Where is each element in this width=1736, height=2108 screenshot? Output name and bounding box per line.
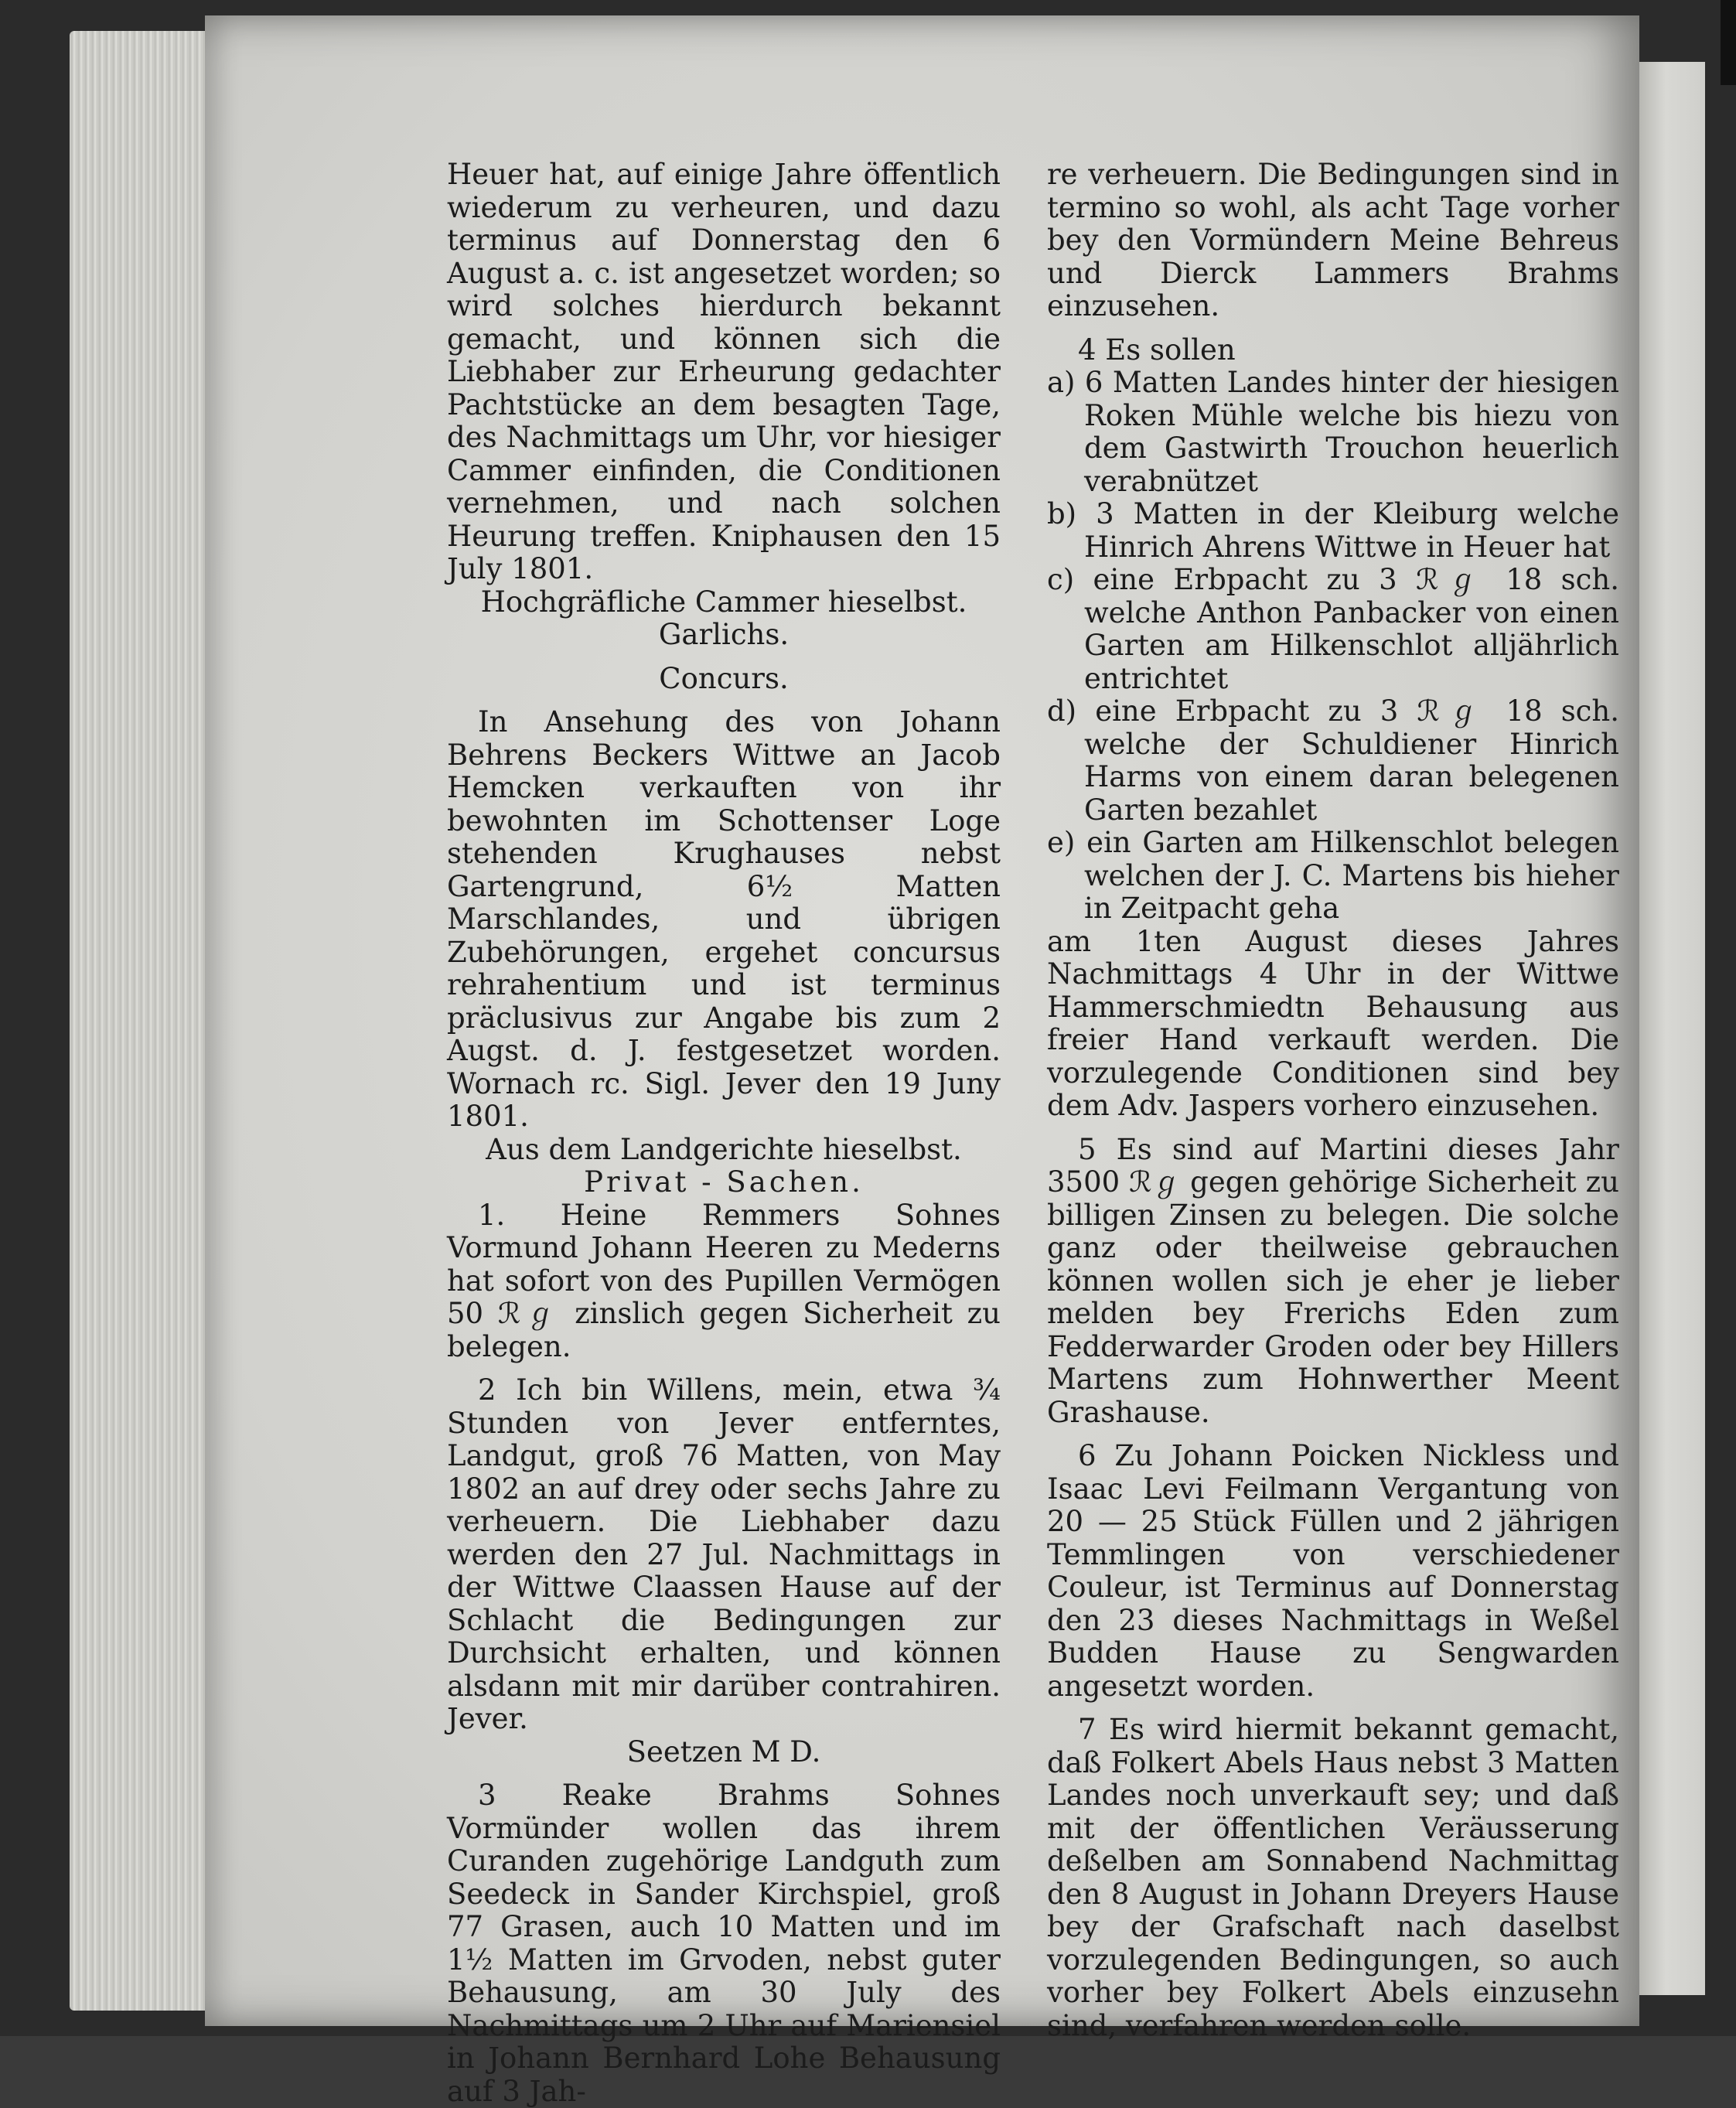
private-item-2: 2 Ich bin Willens, mein, etwa ¾ Stunden von Jever entferntes, Landgut, groß 76 Matten, von May 1802 an auf drey oder sechs Jahre zu verheuern. Die Liebhaber dazu werden den 27 Jul. Nachmittags in der Wittwe Claassen Hause auf der Schlacht die Bedingungen zur Durchsicht erhalten, und können alsdann mit mir darüber contrahiren. Jever.: [447, 1373, 1001, 1735]
private-item-4-a: a) 6 Matten Landes hinter der hiesigen Roken Mühle welche bis hiezu von dem Gastwirth Trouchon heuerlich verabnützet: [1047, 366, 1619, 498]
page-edges: [70, 31, 217, 2011]
concurs-text: In Ansehung des von Johann Behrens Beckers Wittwe an Jacob Hemcken verkauften von ihr bewohnten im Schottenser Loge stehenden Krughauses nebst Gartengrund, 6½ Matten Marschlandes, und übrigen Zubehörungen, ergehet concursus rehrahentium und ist terminus präclusivus zur Angabe bis zum 2 Augst. d. J. festgesetzet worden. Wornach rc. Sigl. Jever den 19 Juny 1801.: [447, 705, 1001, 1133]
private-item-4-c: c) eine Erbpacht zu 3 ℛℊ 18 sch. welche Anthon Panbacker von einen Garten am Hilkenschlot alljährlich entrichtet: [1047, 563, 1619, 695]
private-item-3: 3 Reake Brahms Sohnes Vormünder wollen das ihrem Curanden zugehörige Landguth zum Seedeck in Sander Kirchspiel, groß 77 Grasen, auch 10 Matten und im 1½ Matten im Grvoden, nebst guter Behausung, am 30 July des Nachmittags um 2 Uhr auf Mariensiel in Johann Bernhard Lohe Behausung auf 3 Jah-: [447, 1779, 1001, 2108]
facing-page-edge: [1639, 62, 1705, 1995]
concurs-heading: Concurs.: [659, 661, 789, 695]
private-item-6: 6 Zu Johann Poicken Nickless und Isaac Levi Feilmann Vergantung von 20 — 25 Stück Füllen und 2 jährigen Temmlingen von verschiedener Couleur, ist Terminus auf Donnerstag den 23 dieses Nachmittags in Weßel Budden Hause zu Sengwarden angesetzt worden.: [1047, 1439, 1619, 1703]
notice-text: Heuer hat, auf einige Jahre öffentlich wiederum zu verheuren, und dazu terminus auf Donnerstag den 6 August a. c. ist angesetzet worden; so wird solches hierdurch bekannt gemacht, und können sich die Liebhaber zur Erheurung gedachter Pachtstücke an dem besagten Tage, des Nachmittags um Uhr, vor hiesiger Cammer einfinden, die Conditionen vernehmen, und nach solchen Heurung treffen. Kniphausen den 15 July 1801.: [447, 158, 1001, 585]
concurs-signature: Aus dem Landgerichte hieselbst.: [486, 1132, 962, 1166]
private-item-4-e: e) ein Garten am Hilkenschlot belegen welchen der J. C. Martens bis hieher in Zeitpacht geha: [1047, 826, 1619, 925]
private-item-7: 7 Es wird hiermit bekannt gemacht, daß Folkert Abels Haus nebst 3 Matten Landes noch unverkauft sey; und daß mit der öffentlichen Veräusserung deßelben am Sonnabend Nachmittag den 8 August in Johann Dreyers Hause bey der Grafschaft nach daselbst vorzulegenden Bedingungen, so auch vorher bey Folkert Abels einzusehn sind, verfahren werden solle.: [1047, 1713, 1619, 2042]
private-heading: Privat - Sachen.: [584, 1165, 864, 1199]
private-item-4-intro: 4 Es sollen: [1078, 333, 1236, 367]
private-item-3-continued: re verheuern. Die Bedingungen sind in termino so wohl, als acht Tage vorher bey den Vormündern Meine Behreus und Dierck Lammers Brahms einzusehen.: [1047, 158, 1619, 322]
notice-signature-office: Hochgräfliche Cammer hieselbst.: [480, 585, 967, 619]
private-item-5: 5 Es sind auf Martini dieses Jahr 3500 ℛℊ gegen gehörige Sicherheit zu billigen Zinsen zu belegen. Die solche ganz oder theilweise gebrauchen können wollen sich je eher je lieber melden bey Frerichs Eden zum Fedderwarder Groden oder bey Hillers Martens zum Hohnwerther Meent Grashause.: [1047, 1132, 1619, 1429]
notice-signature-name: Garlichs.: [658, 618, 790, 651]
left-column: [447, 159, 1001, 2108]
private-item-4-end: am 1ten August dieses Jahres Nachmittags 4 Uhr in der Wittwe Hammerschmiedtn Behausung aus freier Hand verkauft werden. Die vorzulegende Conditionen sind bey dem Adv. Jaspers vorhero einzusehen.: [1047, 924, 1619, 1122]
private-item-2-signature: Seetzen M D.: [626, 1734, 821, 1769]
right-column: [1047, 159, 1619, 2042]
private-item-4-b: b) 3 Matten in der Kleiburg welche Hinrich Ahrens Wittwe in Heuer hat: [1047, 497, 1619, 564]
scan-border: [1721, 0, 1736, 85]
private-item-4-d: d) eine Erbpacht zu 3 ℛℊ 18 sch. welche der Schuldiener Hinrich Harms von einem daran belegenen Garten bezahlet: [1047, 694, 1619, 827]
private-item-1: 1. Heine Remmers Sohnes Vormund Johann Heeren zu Mederns hat sofort von des Pupillen Vermögen 50 ℛℊ zinslich gegen Sicherheit zu belegen.: [447, 1198, 1001, 1363]
